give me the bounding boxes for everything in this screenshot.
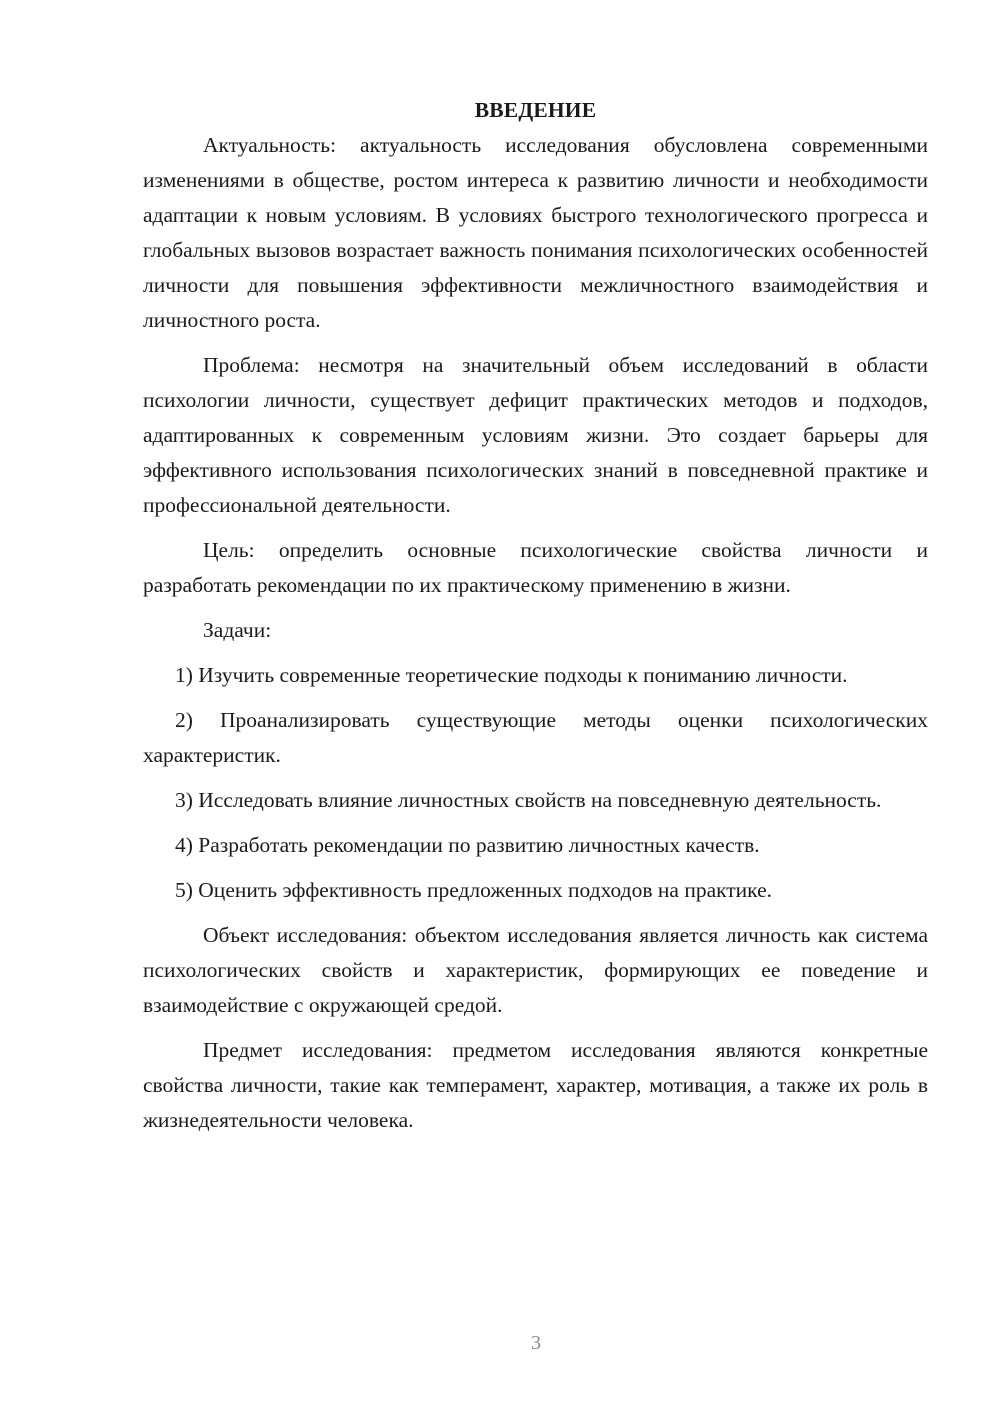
list-item: 4) Разработать рекомендации по развитию личностных качеств.	[175, 833, 760, 857]
paragraph-relevance: Актуальность: актуальность исследования обусловлена современными изменениями в обществе, ростом интереса к развитию личности и необходимости адаптации к новым условиям. В условиях быстрого технологического прогресса и глобальных вызовов возрастает важность понимания психологических особенностей личности для повышения эффективности межличностного взаимодействия и личностного роста.	[143, 133, 928, 332]
list-item: 2) Проанализировать существующие методы оценки психологических характеристик.	[143, 708, 928, 767]
list-item: 5) Оценить эффективность предложенных подходов на практике.	[175, 878, 773, 902]
list-item: 1) Изучить современные теоретические подходы к пониманию личности.	[175, 663, 848, 687]
paragraph-object: Объект исследования: объектом исследования является личность как система психологических свойств и характеристик, формирующих ее поведение и взаимодействие с окружающей средой.	[143, 923, 928, 1017]
tasks-list	[143, 658, 928, 908]
paragraph-subject: Предмет исследования: предметом исследования являются конкретные свойства личности, такие как темперамент, характер, мотивация, а также их роль в жизнедеятельности человека.	[143, 1038, 928, 1132]
paragraph-goal: Цель: определить основные психологические свойства личности и разработать рекомендации по их практическому применению в жизни.	[143, 538, 928, 597]
page-number: 3	[531, 1332, 541, 1354]
paragraph-problem: Проблема: несмотря на значительный объем исследований в области психологии личности, существует дефицит практических методов и подходов, адаптированных к современным условиям жизни. Это создает барьеры для эффективного использования психологических знаний в повседневной практике и профессиональной деятельности.	[143, 353, 928, 517]
section-title: ВВЕДЕНИЕ	[474, 98, 597, 122]
list-item: 3) Исследовать влияние личностных свойств на повседневную деятельность.	[175, 788, 882, 812]
tasks-heading: Задачи:	[203, 618, 272, 642]
document-page	[143, 93, 928, 1138]
